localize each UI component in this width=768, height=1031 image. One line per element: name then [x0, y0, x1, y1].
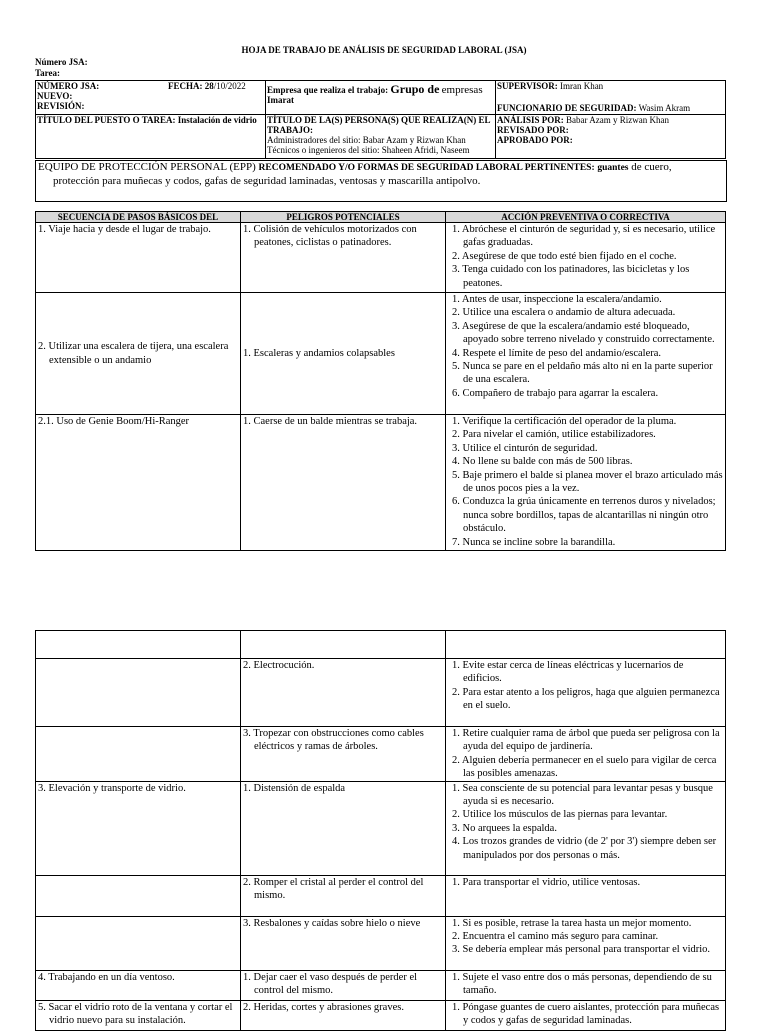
- action-cell: [446, 916, 726, 970]
- nuevo-label: NUEVO:: [37, 91, 73, 101]
- hazard-text: 2. Heridas, cortes y abrasiones graves.: [243, 1001, 404, 1013]
- step-cell: [36, 875, 241, 916]
- action-item: 3. No arquees la espalda.: [452, 822, 557, 834]
- action-item: 3. Asegúrese de que la escalera/andamio esté bloqueado, apoyado sobre terreno nivelado y construido correctamente.: [452, 320, 715, 346]
- action-item: 6. Conduzca la grúa únicamente en terrenos duros y nivelados; nunca sobre bordillos, tapas de alcantarillas ni ningún otro obstáculo.: [452, 496, 716, 535]
- table-row: [36, 875, 726, 916]
- step-cell: [36, 223, 241, 293]
- jsa-table-2: [35, 630, 726, 1031]
- table-row: [36, 970, 726, 1000]
- step-text: 5. Sacar el vidrio roto de la ventana y cortar el vidrio nuevo para su instalación.: [38, 1001, 233, 1027]
- action-item: 7. Nunca se incline sobre la barandilla.: [452, 536, 616, 548]
- table-row: [36, 293, 726, 415]
- action-item: 1. Retire cualquier rama de árbol que pueda ser peligrosa con la ayuda del equipo de jardinería.: [452, 728, 720, 753]
- step-text: 2.1. Uso de Genie Boom/Hi-Ranger: [38, 416, 190, 427]
- action-cell: [446, 415, 726, 551]
- step-cell: [36, 659, 241, 727]
- step-text: 1. Viaje hacia y desde el lugar de trabajo.: [38, 224, 211, 235]
- hazard-text: 1. Caerse de un balde mientras se trabaja.: [243, 416, 418, 427]
- col-header-hazards: PELIGROS POTENCIALES: [241, 212, 446, 223]
- aprobado-label: APROBADO POR:: [497, 135, 573, 145]
- action-item: 3. Tenga cuidado con los patinadores, las bicicletas y los peatones.: [452, 264, 690, 289]
- hazard-cell: [241, 293, 446, 415]
- action-item: 1. Póngase guantes de cuero aislantes, protección para muñecas y codos y gafas de seguridad laminadas.: [452, 1001, 720, 1027]
- action-item: 1. Abróchese el cinturón de seguridad y, si es necesario, utilice gafas graduadas.: [452, 224, 716, 249]
- revision-label: REVISIÓN:: [37, 101, 85, 111]
- action-item: 1. Verifique la certificación del operador de la pluma.: [452, 416, 677, 427]
- hazard-text: 1. Escaleras y andamios colapsables: [243, 347, 395, 359]
- action-cell: [446, 727, 726, 782]
- hazard-cell: [241, 875, 446, 916]
- supervisor-value: Imran Khan: [559, 81, 604, 91]
- document-title: HOJA DE TRABAJO DE ANÁLISIS DE SEGURIDAD LABORAL (JSA): [241, 45, 527, 55]
- hazard-cell: [241, 659, 446, 727]
- action-item: 2. Asegúrese de que todo esté bien fijado en el coche.: [452, 250, 677, 262]
- empresa-label: Empresa que realiza el trabajo:: [267, 85, 389, 95]
- fecha: FECHA: 28/10/2022: [168, 81, 246, 91]
- action-item: 6. Compañero de trabajo para agarrar la escalera.: [452, 387, 659, 399]
- table-row: [36, 1000, 726, 1030]
- numero-jsa-label: Número JSA:: [35, 57, 88, 67]
- hazard-cell: [241, 727, 446, 782]
- step-cell: [36, 293, 241, 415]
- header-jsa-cell: [36, 81, 266, 115]
- persona-line2: Técnicos o ingenieros del sitio: Shaheen Afridi, Naseem: [267, 145, 470, 155]
- step-cell: [36, 781, 241, 875]
- action-item: 1. Sujete el vaso entre dos o más personas, dependiendo de su tamaño.: [452, 971, 712, 997]
- action-item: 4. No llene su balde con más de 500 libras.: [452, 456, 633, 468]
- numero-label: NÚMERO JSA:: [37, 81, 100, 91]
- funcionario-value: Wasim Akram: [638, 103, 691, 113]
- action-item: 1. Si es posible, retrase la tarea hasta un mejor momento.: [452, 917, 692, 929]
- hazard-text: 2. Romper el cristal al perder el control del mismo.: [243, 876, 424, 902]
- action-item: 5. Nunca se pare en el peldaño más alto ni en la parte superior de una escalera.: [452, 361, 713, 386]
- action-item: 1. Evite estar cerca de líneas eléctricas y lucernarios de edificios.: [452, 660, 684, 685]
- header-supervisor-cell: SUPERVISOR: Imran Khan FUNCIONARIO DE SEGURIDAD: Wasim Akram: [496, 81, 726, 115]
- action-cell: [446, 1000, 726, 1030]
- action-item: 2. Alguien debería permanecer en el suelo para vigilar de cerca las posibles amenazas.: [452, 754, 717, 780]
- step-cell: [36, 415, 241, 551]
- action-cell: [446, 970, 726, 1000]
- action-item: 2. Para nivelar el camión, utilice estabilizadores.: [452, 429, 656, 441]
- action-cell: [446, 875, 726, 916]
- table-row: [36, 415, 726, 551]
- empresa-name: Grupo de: [390, 82, 440, 96]
- hazard-cell: [241, 1000, 446, 1030]
- step-cell: [36, 1000, 241, 1030]
- step-text: 3. Elevación y transporte de vidrio.: [38, 782, 186, 794]
- action-cell: [446, 293, 726, 415]
- step-cell: [36, 916, 241, 970]
- action-item: 1. Antes de usar, inspeccione la escalera/andamio.: [452, 294, 662, 305]
- tarea-label: Tarea:: [35, 68, 61, 78]
- hazard-text: 1. Dejar caer el vaso después de perder el control del mismo.: [243, 971, 418, 997]
- action-item: 2. Utilice una escalera o andamio de altura adecuada.: [452, 307, 676, 319]
- hazard-cell: [241, 415, 446, 551]
- table-row: [36, 659, 726, 727]
- action-item: 4. Respete el límite de peso del andamio/escalera.: [452, 347, 662, 359]
- header-empresa-cell: Empresa que realiza el trabajo: Grupo de empresas Imarat: [266, 81, 496, 115]
- step-cell: [36, 727, 241, 782]
- persona-line1: Administradores del sitio: Babar Azam y Rizwan Khan: [267, 135, 466, 145]
- action-item: 4. Los trozos grandes de vidrio (de 2' por 3') siempre deben ser manipulados por dos personas o más.: [452, 836, 717, 861]
- puesto-value: Instalación de vidrio: [177, 115, 257, 125]
- step-cell: [36, 631, 241, 659]
- col-header-actions: ACCIÓN PREVENTIVA O CORRECTIVA: [446, 212, 726, 223]
- hazard-cell: [241, 781, 446, 875]
- empresa-name2: Imarat: [267, 95, 294, 105]
- hazard-text: 1. Distensión de espalda: [243, 782, 346, 794]
- action-item: 1. Para transportar el vidrio, utilice ventosas.: [452, 876, 641, 888]
- header-analisis-cell: ANÁLISIS POR: Babar Azam y Rizwan Khan REVISADO POR: APROBADO POR:: [496, 115, 726, 159]
- action-item: 3. Se debería emplear más personal para transportar el vidrio.: [452, 944, 711, 956]
- hazard-cell: [241, 223, 446, 293]
- persona-label: TÍTULO DE LA(S) PERSONA(S) QUE REALIZA(N) EL TRABAJO:: [267, 115, 491, 135]
- action-item: 2. Encuentra el camino más seguro para caminar.: [452, 931, 659, 943]
- step-text: 2. Utilizar una escalera de tijera, una escalera extensible o un andamio: [38, 341, 229, 366]
- col-header-steps: SECUENCIA DE PASOS BÁSICOS DEL: [36, 212, 241, 223]
- action-item: 3. Utilice el cinturón de seguridad.: [452, 442, 598, 454]
- table-row: [36, 781, 726, 875]
- step-cell: [36, 970, 241, 1000]
- action-item: 2. Utilice los músculos de las piernas para levantar.: [452, 809, 668, 821]
- hazard-text: 2. Electrocución.: [243, 660, 315, 671]
- hazard-cell: [241, 631, 446, 659]
- hazard-cell: [241, 916, 446, 970]
- table-row: [36, 631, 726, 659]
- action-item: 5. Baje primero el balde si planea mover el brazo articulado más de unos pocos pies a la vez.: [452, 469, 723, 495]
- table-row: [36, 223, 726, 293]
- analisis-value: Babar Azam y Rizwan Khan: [566, 115, 669, 125]
- revisado-label: REVISADO POR:: [497, 125, 569, 135]
- header-puesto-cell: TÍTULO DEL PUESTO O TAREA: Instalación de vidrio: [36, 115, 266, 159]
- hazard-text: 1. Colisión de vehículos motorizados con peatones, ciclistas o patinadores.: [243, 224, 417, 249]
- hazard-cell: [241, 970, 446, 1000]
- action-item: 2. Para estar atento a los peligros, haga que alguien permanezca en el suelo.: [452, 686, 720, 712]
- action-cell: [446, 631, 726, 659]
- header-persona-cell: [266, 115, 496, 159]
- ppe-box: EQUIPO DE PROTECCIÓN PERSONAL (EPP) RECOMENDADO Y/O FORMAS DE SEGURIDAD LABORAL PERTINENTES: guantes de cuero, protección para muñecas y codos, gafas de seguridad laminadas, ventosas y mascarilla antipolvo.: [35, 160, 727, 202]
- hazard-text: 3. Resbalones y caídas sobre hielo o nieve: [243, 917, 421, 929]
- table-row: [36, 916, 726, 970]
- action-cell: [446, 223, 726, 293]
- jsa-table-1: [35, 211, 726, 551]
- hazard-text: 3. Tropezar con obstrucciones como cables eléctricos y ramas de árboles.: [243, 728, 424, 753]
- step-text: 4. Trabajando en un día ventoso.: [38, 971, 175, 983]
- table-row: [36, 727, 726, 782]
- action-item: 1. Sea consciente de su potencial para levantar pesas y busque ayuda si es necesario.: [452, 782, 713, 808]
- header-table: [35, 80, 726, 159]
- action-cell: [446, 781, 726, 875]
- action-cell: [446, 659, 726, 727]
